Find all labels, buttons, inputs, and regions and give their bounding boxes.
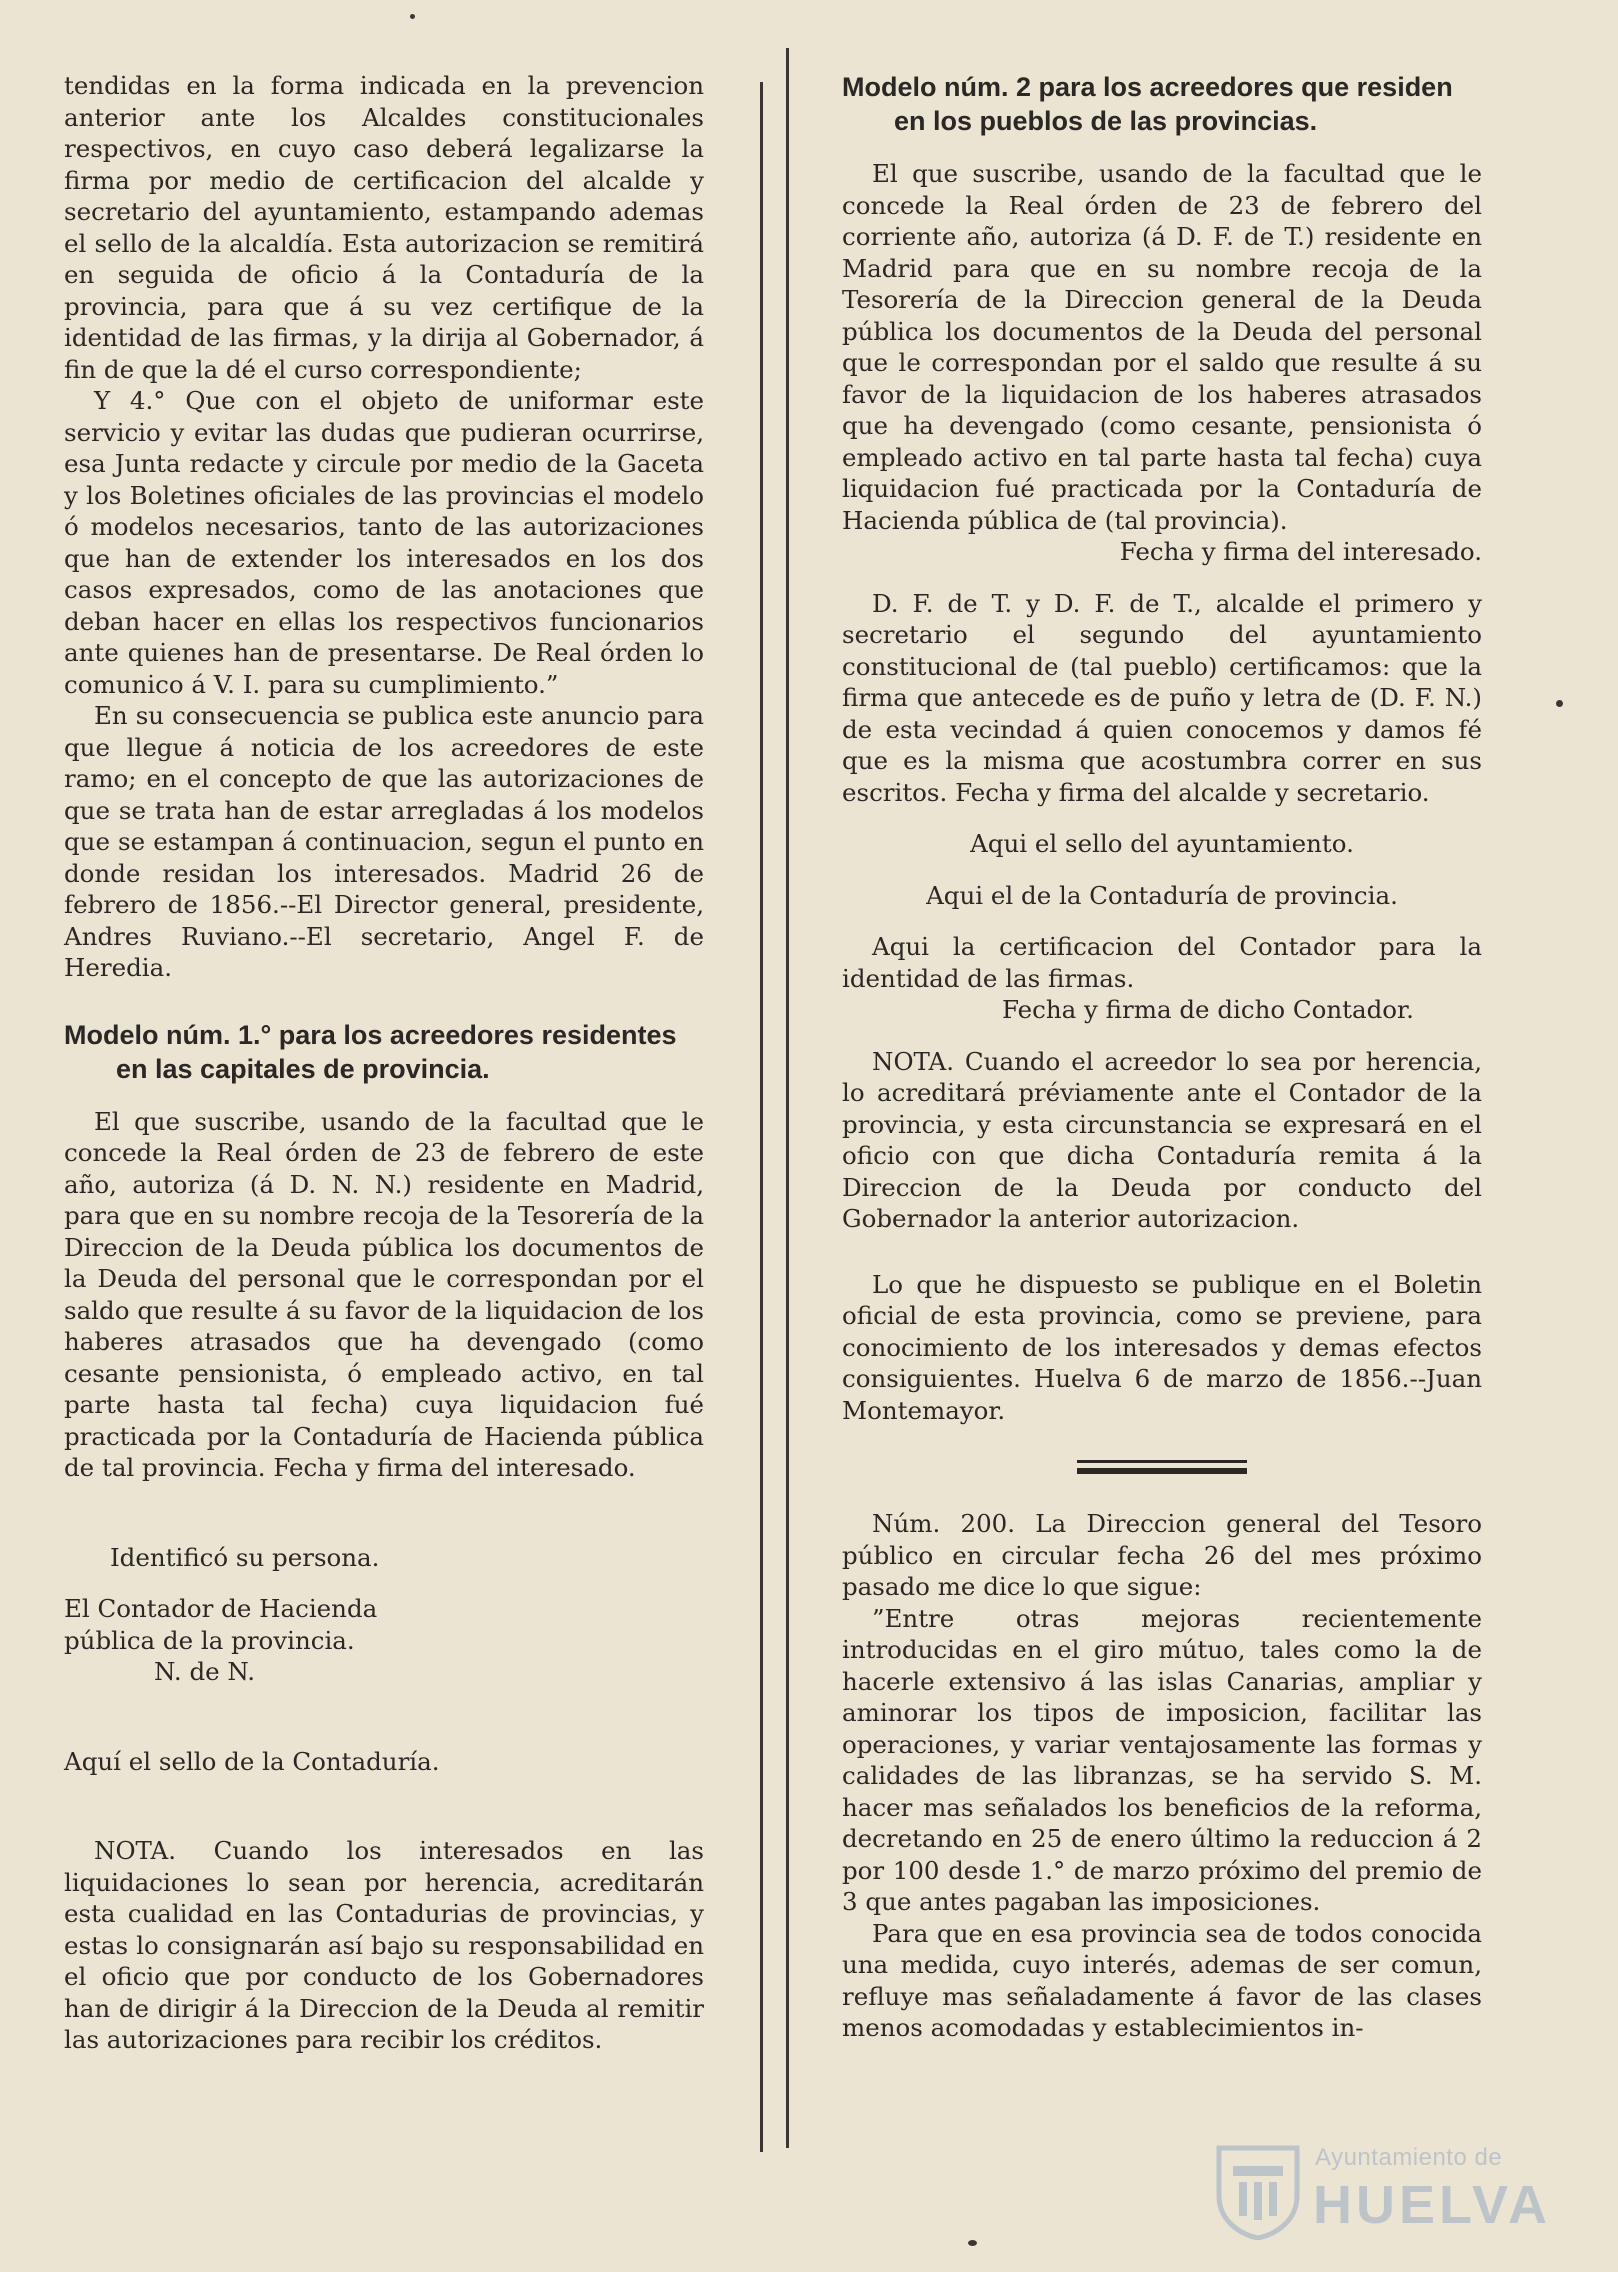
paragraph-num-200: Núm. 200. La Direccion general del Tesoro público en circular fecha 26 del mes próximo pasado me dice lo que sigue: [842,1509,1482,1601]
paragraph-modelo-1: El que suscribe, usando de la facultad que le concede la Real órden de 23 de febrero de este año, autoriza (á D. N. N.) residente en Madrid, para que en su nombre recoja de la Tesorería de la Direccion de la Deuda pública los documentos de la Deuda del personal que le correspondan por el saldo que resulte á su favor de la liquidacion de los haberes atrasados que ha devengado (como cesante pensionista, ó empleado activo, en tal parte hasta tal fecha) cuya liquidacion fué practicada por la Contaduría de Hacienda pública de tal provincia. Fecha y firma del interesado. [64,1106,704,1482]
paragraph-boletin: Lo que he dispuesto se publique en el Boletin oficial de esta provincia, como se previene, para conocimiento de los interesados y demas efectos consiguientes. Huelva 6 de marzo de 1856.--Juan Montemayor. [842,1269,1482,1425]
certificacion-line: Aqui la certificacion del Contador para la identidad de las firmas. [842,932,1482,993]
contador-signature-block [64,1593,704,1688]
paragraph-continuation: tendidas en la forma indicada en la prevencion anterior ante los Alcaldes constitucionales respectivos, en cuyo caso deberá legalizarse la firma por medio de certificacion del alcalde y secretario del ayuntamiento, estampando ademas el sello de la alcaldía. Esta autorizacion se remitirá en seguida de oficio á la Contaduría de la provincia, para que á su vez certifique de la identidad de las firmas, y la dirija al Gobernador, á fin de que la dé el curso correspondiente; [64,71,704,384]
shield-icon [1215,2144,1301,2240]
paragraph-y4: Y 4.° Que con el objeto de uniformar este servicio y evitar las dudas que pudieran ocurrirse, esa Junta redacte y circule por medio de la Gaceta y los Boletines oficiales de las provincias el modelo ó modelos necesarios, tanto de las autorizaciones que han de extender los interesados en los dos casos expresados, como de las anotaciones que deban hacer en ellas los respectivos funcionarios ante quienes han de presentarse. De Real órden lo comunico á V. I. para su cumplimiento.” [64,386,704,699]
paragraph-alcalde: D. F. de T. y D. F. de T., alcalde el primero y secretario el segundo del ayuntamiento constitucional de (tal pueblo) certificamos: que la firma que antecede es de puño y letra de (D. F. N.) de esta vecindad á quien conocemos y damos fé que es la misma que acostumbra correr en sus escritos. Fecha y firma del alcalde y secretario. [842,588,1482,807]
contador-line-2: pública de la provincia. [64,1625,355,1655]
paragraph-quote: ”Entre otras mejoras recientemente introducidas en el giro mútuo, tales como la de hacerle extensivo á las islas Canarias, ampliar y aminorar los tipos de imposicion, facilitar las operaciones, y variar ventajosamente las formas y calidades de las libranzas, se ha servido S. M. hacer mas señalados los beneficios de la reforma, decretando en 25 de enero último la reduccion á 2 por 100 desde 1.° de marzo próximo del premio de 3 que antes pagaban las imposiciones. [842,1603,1482,1916]
watermark-line-1: Ayuntamiento de [1315,2144,1503,2171]
heading-modelo-1: Modelo núm. 1.° para los acreedores residentes en las capitales de provincia. [64,1019,677,1084]
right-column [842,70,1482,2044]
heading-modelo-2: Modelo núm. 2 para los acreedores que residen en los pueblos de las provincias. [842,72,1453,136]
paragraph-final: Para que en esa provincia sea de todos conocida una medida, cuyo interés, ademas de ser comun, refluye mas señaladamente á favor de las clases menos acomodadas y establecimientos in- [842,1918,1482,2042]
column-rule-right [786,48,789,2148]
fecha-contador-line: Fecha y firma de dicho Contador. [1002,995,1414,1024]
sello-contaduria-line: Aquí el sello de la Contaduría. [64,1746,440,1776]
ink-speck [1556,700,1563,707]
fecha-interesado-line: Fecha y firma del interesado. [1119,537,1482,566]
contador-line-1: El Contador de Hacienda [64,1594,378,1623]
contador-line-3: N. de N. [154,1657,256,1686]
watermark-line-2: HUELVA [1313,2175,1551,2235]
identifico-line: Identificó su persona. [110,1542,380,1572]
sello-contaduria-provincia-line: Aqui el de la Contaduría de provincia. [926,880,1398,910]
nota-left: NOTA. Cuando los interesados en las liquidaciones lo sean por herencia, acreditarán esta cualidad en las Contadurias de provincias, y estas lo consignarán así bajo su responsabilidad en el oficio que por conducto de los Gobernadores han de dirigir á la Direccion de la Deuda al remitir las autorizaciones para recibir los créditos. [64,1836,704,2054]
section-separator [1077,1460,1247,1474]
left-column [64,70,704,2056]
nota-right: NOTA. Cuando el acreedor lo sea por herencia, lo acreditará préviamente ante el Contador de la provincia, y esta circunstancia se expresará en el oficio con que dicha Contaduría remita á la Direccion de la Deuda por conducto del Gobernador la anterior autorizacion. [842,1046,1482,1233]
column-rule-left [760,82,763,2152]
ink-speck [410,14,415,19]
paragraph-modelo-2: El que suscribe, usando de la facultad que le concede la Real órden de 23 de febrero del corriente año, autoriza (á D. F. de T.) residente en Madrid para que en su nombre recoja de la Tesorería de la Direccion general de la Deuda pública los documentos de la Deuda del personal que le correspondan por el saldo que resulte á su favor de la liquidacion de los haberes atrasados que ha devengado (como cesante, pensionista ó empleado activo en tal parte hasta tal fecha) cuya liquidacion fué practicada por la Contaduría de Hacienda pública de (tal provincia). [842,159,1482,535]
paragraph-consecuencia: En su consecuencia se publica este anuncio para que llegue á noticia de los acreedores de este ramo; en el concepto de que las autorizaciones de que se trata han de estar arregladas á los modelos que se estampan á continuacion, segun el punto en donde residan los interesados. Madrid 26 de febrero de 1856.--El Director general, presidente, Andres Ruviano.--El secretario, Angel F. de Heredia. [64,701,704,982]
sello-ayuntamiento-line: Aqui el sello del ayuntamiento. [970,829,1354,858]
ink-speck [968,2240,977,2246]
archive-watermark [1215,2140,1560,2244]
